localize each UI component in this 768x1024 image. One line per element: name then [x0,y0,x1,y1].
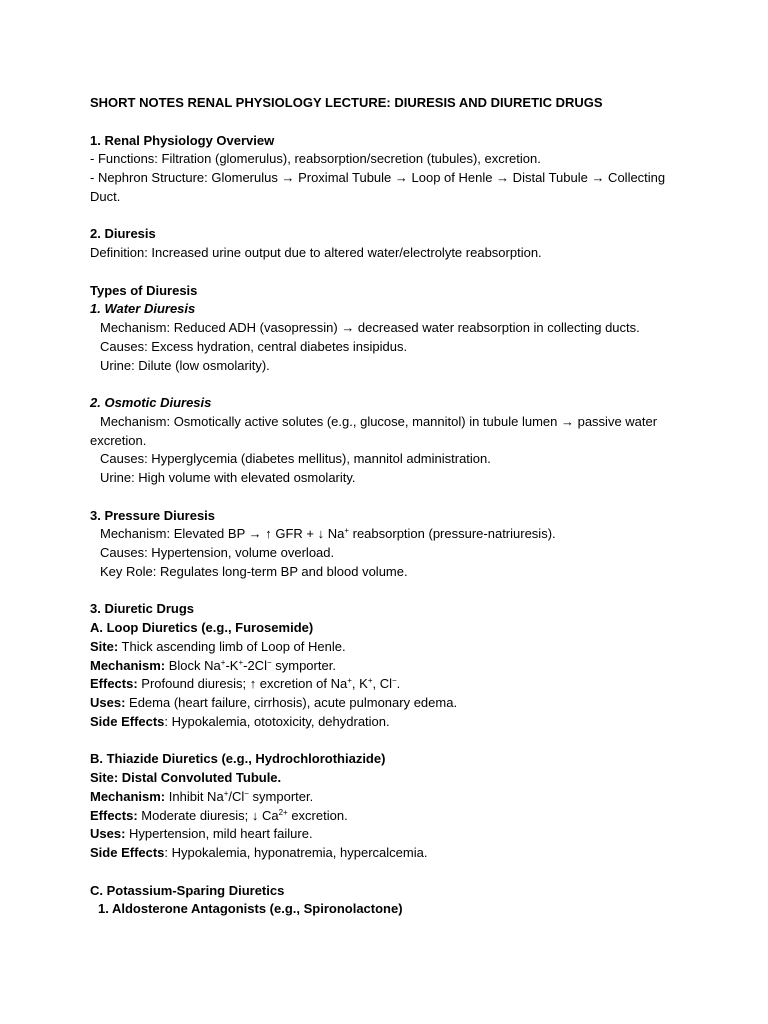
loop-site: Site: Thick ascending limb of Loop of Henle. [90,638,346,654]
water-diuresis-mechanism: Mechanism: Reduced ADH (vasopressin) → decreased water reabsorption in collecting ducts. [100,320,640,335]
loop-effects: Effects: Profound diuresis; ↑ excretion of Na+, K+, Cl−. [90,676,401,692]
pressure-diuresis-key-role: Key Role: Regulates long-term BP and blood volume. [100,563,408,579]
nephron-structure-line: - Nephron Structure: Glomerulus → Proximal Tubule → Loop of Henle → Distal Tubule → Collecting Duct. [90,170,666,204]
potassium-sparing-heading: C. Potassium-Sparing Diuretics [90,882,285,898]
aldosterone-antagonists-heading: 1. Aldosterone Antagonists (e.g., Spironolactone) [98,901,403,917]
functions-line: - Functions: Filtration (glomerulus), reabsorption/secretion (tubules), excretion. [90,151,541,167]
pressure-diuresis-mechanism: Mechanism: Elevated BP → ↑ GFR + ↓ Na+ reabsorption (pressure-natriuresis). [100,526,556,542]
diuresis-definition: Definition: Increased urine output due to altered water/electrolyte reabsorption. [90,245,542,260]
osmotic-diuresis-mechanism: Mechanism: Osmotically active solutes (e.g., glucose, mannitol) in tubule lumen → passive water excretion. [90,413,658,448]
water-diuresis-causes: Causes: Excess hydration, central diabetes insipidus. [100,338,408,354]
types-of-diuresis-heading: Types of Diuresis [90,282,198,298]
thiazide-site: Site: Distal Convoluted Tubule. [90,770,282,785]
loop-diuretics-heading: A. Loop Diuretics (e.g., Furosemide) [90,620,314,635]
thiazide-side-effects: Side Effects: Hypokalemia, hyponatremia, hypercalcemia. [90,845,428,860]
section-heading-renal-overview: 1. Renal Physiology Overview [90,132,275,148]
pressure-diuresis-causes: Causes: Hypertension, volume overload. [100,545,335,560]
document-title: SHORT NOTES RENAL PHYSIOLOGY LECTURE: DIURESIS AND DIURETIC DRUGS [90,95,603,110]
thiazide-uses: Uses: Hypertension, mild heart failure. [90,826,313,842]
thiazide-diuretics-heading: B. Thiazide Diuretics (e.g., Hydrochlorothiazide) [90,751,386,767]
water-diuresis-heading: 1. Water Diuresis [90,301,196,317]
loop-uses: Uses: Edema (heart failure, cirrhosis), acute pulmonary edema. [90,695,458,710]
loop-mechanism: Mechanism: Block Na+-K+-2Cl− symporter. [90,657,336,673]
osmotic-diuresis-heading: 2. Osmotic Diuresis [90,395,212,410]
osmotic-diuresis-causes: Causes: Hyperglycemia (diabetes mellitus), mannitol administration. [100,451,491,467]
water-diuresis-urine: Urine: Dilute (low osmolarity). [100,357,270,373]
section-heading-diuresis: 2. Diuresis [90,226,156,242]
section-heading-diuretic-drugs: 3. Diuretic Drugs [90,601,195,617]
osmotic-diuresis-urine: Urine: High volume with elevated osmolarity. [100,470,356,485]
thiazide-effects: Effects: Moderate diuresis; ↓ $Ca^{2+}$ excretion. [90,807,348,823]
loop-side-effects: Side Effects: Hypokalemia, ototoxicity, dehydration. [90,713,390,729]
pressure-diuresis-heading: 3. Pressure Diuresis [90,507,216,523]
thiazide-mechanism: Mechanism: Inhibit Na+/Cl− symporter. [90,788,314,804]
document-body [90,94,690,919]
